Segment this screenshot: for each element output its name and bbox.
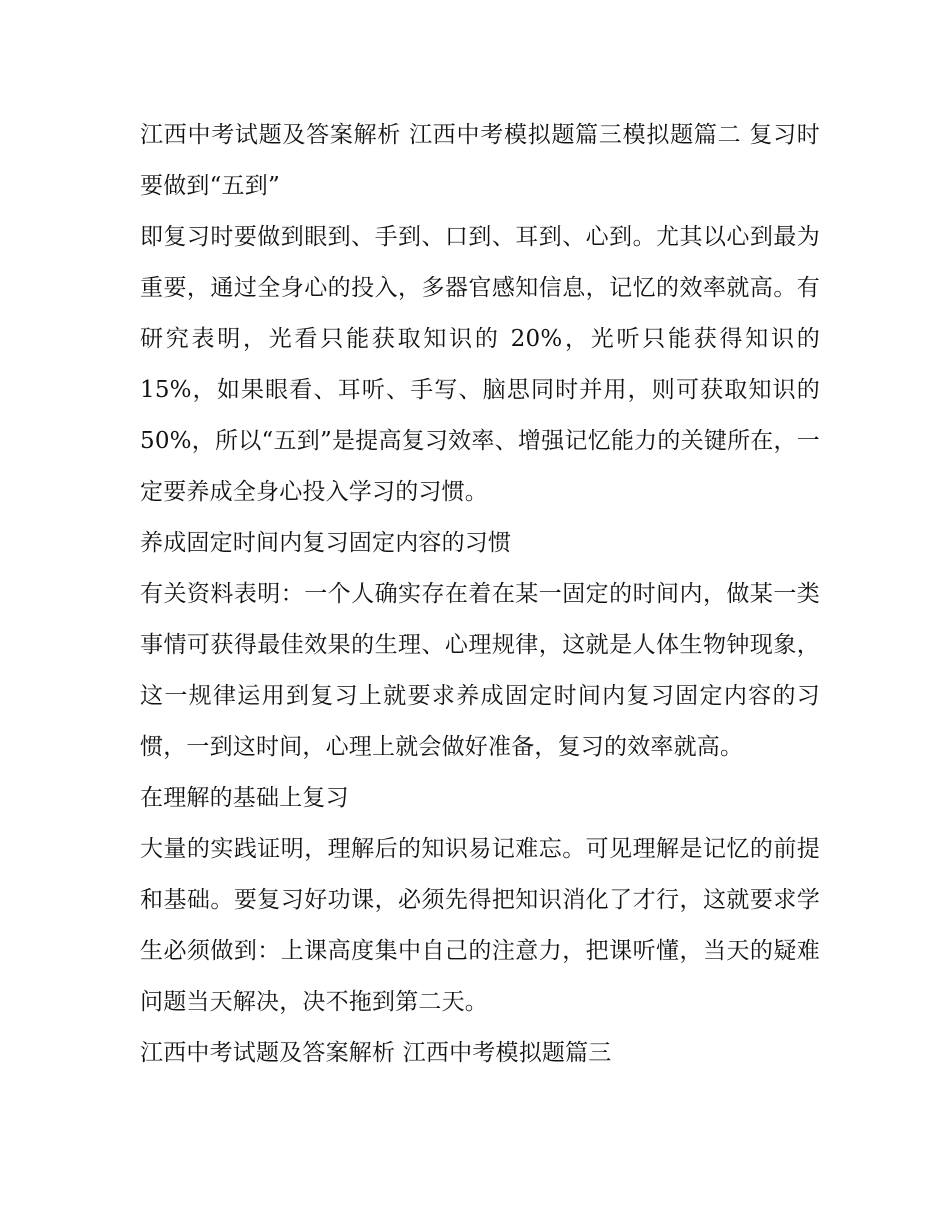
paragraph-understanding: 大量的实践证明，理解后的知识易记难忘。可见理解是记忆的前提和基础。要复习好功课，必须先得把知识消化了才行，这就要求学生必须做到：上课高度集中自己的注意力，把课听懂，当天的疑难问题当天解决，决不拖到第二天。 <box>140 836 820 1015</box>
title-line: 江西中考试题及答案解析 江西中考模拟题篇三模拟题篇二 复习时要做到“五到” <box>140 122 820 199</box>
paragraph-fixed-time: 有关资料表明：一个人确实存在着在某一固定的时间内，做某一类事情可获得最佳效果的生理、心理规律，这就是人体生物钟现象，这一规律运用到复习上就要求养成固定时间内复习固定内容的习惯，一到这时间，心理上就会做好准备，复习的效率就高。 <box>140 581 820 760</box>
document-page <box>140 110 820 1079</box>
section-heading-fixed-time: 养成固定时间内复习固定内容的习惯 <box>140 530 512 556</box>
section-heading-understanding: 在理解的基础上复习 <box>140 785 349 811</box>
footer-line: 江西中考试题及答案解析 江西中考模拟题篇三 <box>140 1040 612 1066</box>
paragraph-five-senses: 即复习时要做到眼到、手到、口到、耳到、心到。尤其以心到最为重要，通过全身心的投入，多器官感知信息，记忆的效率就高。有研究表明，光看只能获取知识的 20%，光听只能获得知识的 15%，如果眼看、耳听、手写、脑思同时并用，则可获取知识的 50%，所以“五到”是提高复习效率、增强记忆能力的关键所在，一定要养成全身心投入学习的习惯。 <box>140 224 820 505</box>
